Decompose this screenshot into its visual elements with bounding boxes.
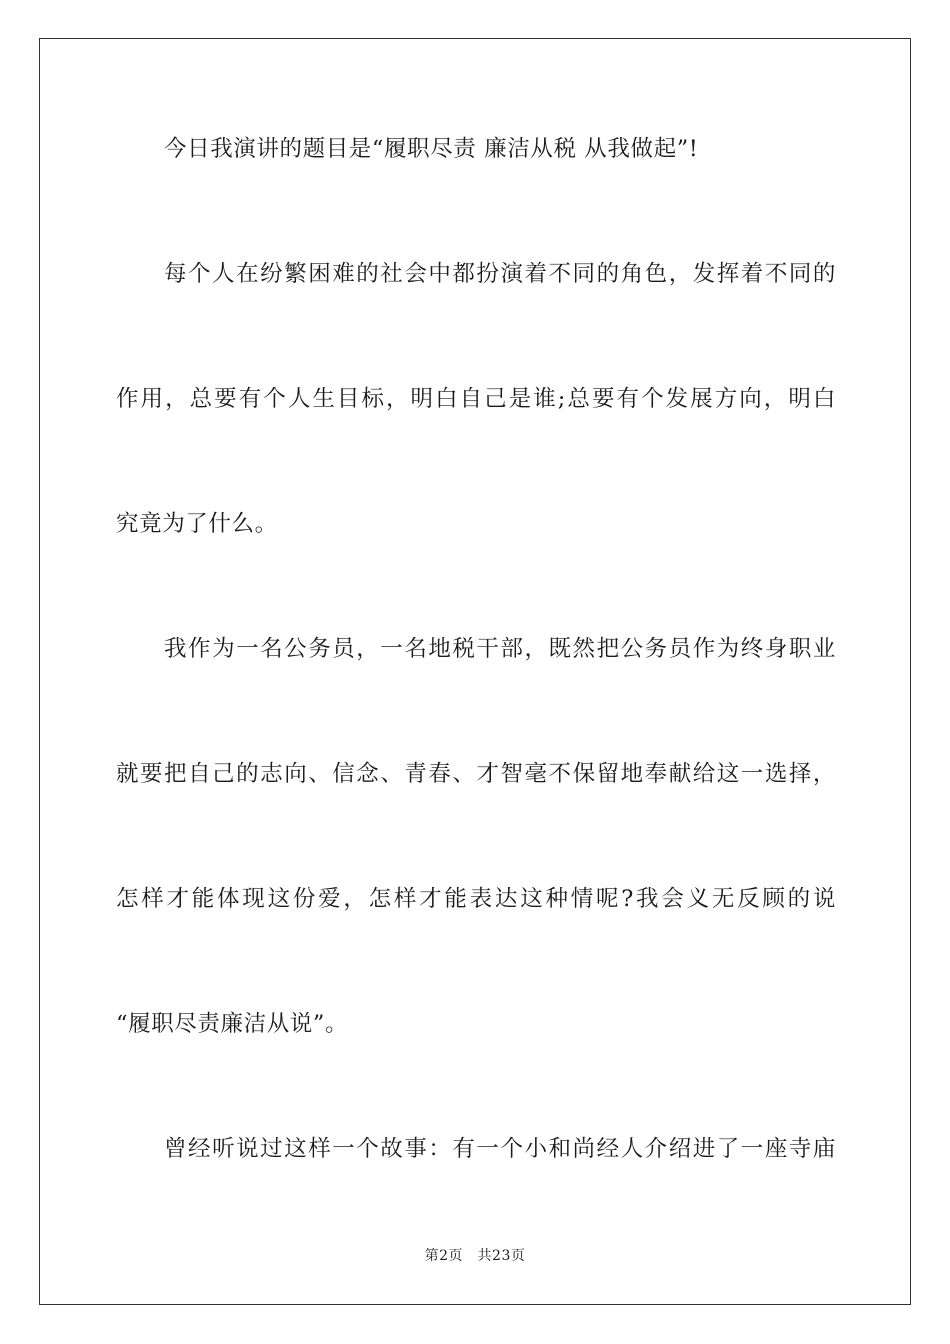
paragraph-1-line-1: 今日我演讲的题目是“履职尽责 廉洁从税 从我做起”!	[164, 136, 699, 162]
paragraph-2-line-2: 作用，总要有个人生目标，明白自己是谁;总要有个发展方向，明白	[116, 386, 836, 412]
paragraph-3-line-2: 就要把自己的志向、信念、青春、才智毫不保留地奉献给这一选择，	[116, 761, 836, 787]
paragraph-3-line-4: “履职尽责廉洁从说”。	[116, 1011, 349, 1037]
paragraph-4-line-1: 曾经听说过这样一个故事：有一个小和尚经人介绍进了一座寺庙	[164, 1136, 836, 1162]
paragraph-3-line-1: 我作为一名公务员，一名地税干部，既然把公务员作为终身职业	[164, 636, 836, 662]
paragraph-3-line-3: 怎样才能体现这份爱，怎样才能表达这种情呢?我会义无反顾的说	[116, 886, 836, 912]
paragraph-2-line-3: 究竟为了什么。	[116, 511, 278, 537]
paragraph-2-line-1: 每个人在纷繁困难的社会中都扮演着不同的角色，发挥着不同的	[164, 261, 836, 287]
page-border	[39, 38, 911, 1305]
page-number-footer: 第2页 共23页	[424, 1248, 526, 1264]
